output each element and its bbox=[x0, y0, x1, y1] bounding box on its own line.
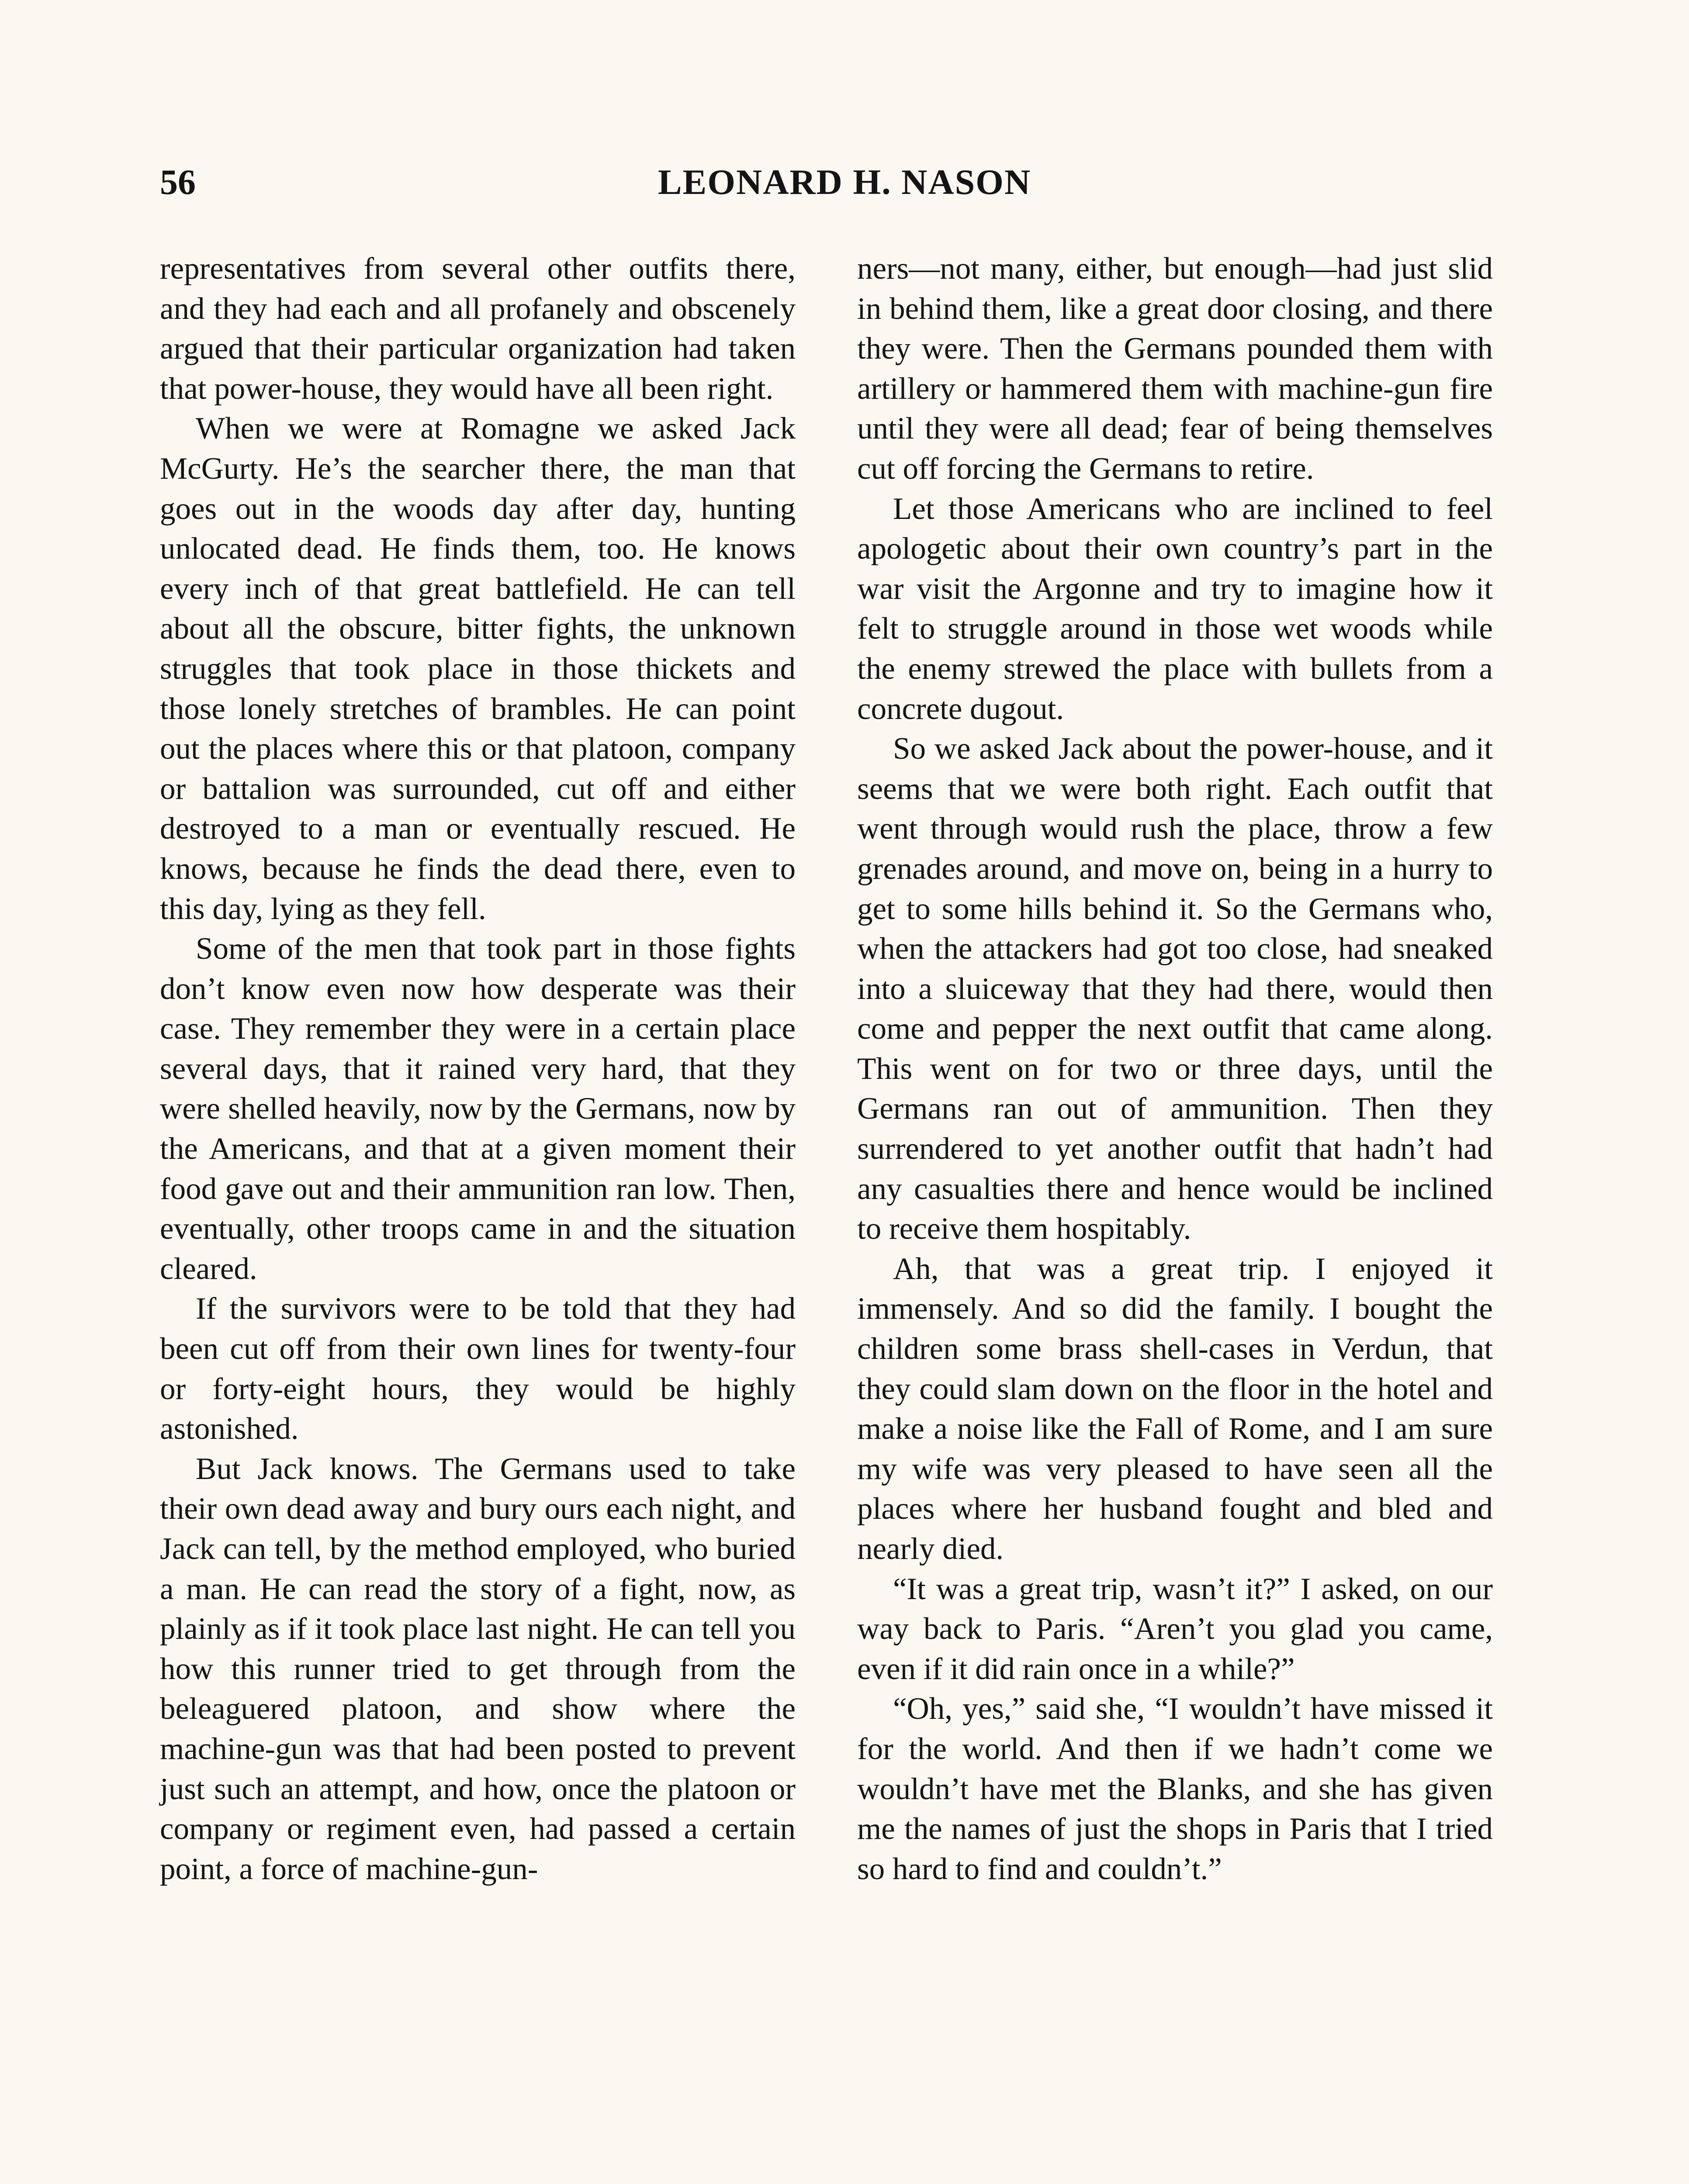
left-column bbox=[160, 249, 796, 1889]
paragraph: “It was a great trip, wasn’t it?” I asked, on our way back to Paris. “Aren’t you glad you came, even if it did rain once in a while?” bbox=[857, 1572, 1493, 1686]
paragraph: Ah, that was a great trip. I enjoyed it immensely. And so did the family. I bought the children some brass shell-cases in Verdun, that they could slam down on the floor in the hotel and make a noise like the Fall of Rome, and I am sure my wife was very pleased to have seen all the places where her husband fought and bled and nearly died. bbox=[857, 1251, 1493, 1566]
page-number: 56 bbox=[160, 162, 196, 202]
paragraph: representatives from several other outfits there, and they had each and all profanely and obscenely argued that their particular organization had taken that power-house, they would have all been right. bbox=[160, 252, 796, 406]
running-head: LEONARD H. NASON bbox=[658, 162, 1031, 202]
paragraph: But Jack knows. The Germans used to take their own dead away and bury ours each night, and Jack can tell, by the method employed, who buried a man. He can read the story of a fight, now, as plainly as if it took place last night. He can tell you how this runner tried to get through from the beleaguered platoon, and show where the machine-gun was that had been posted to prevent just such an attempt, and how, once the platoon or company or regiment even, had passed a certain point, a force of machine-gun- bbox=[160, 1451, 796, 1886]
paragraph: Some of the men that took part in those fights don’t know even now how desperate was their case. They remember they were in a certain place several days, that it rained very hard, that they were shelled heavily, now by the Germans, now by the Americans, and that at a given moment their food gave out and their ammunition ran low. Then, eventually, other troops came in and the situation cleared. bbox=[160, 932, 796, 1286]
paragraph: If the survivors were to be told that they had been cut off from their own lines for twenty-four or forty-eight hours, they would be highly astonished. bbox=[160, 1292, 796, 1446]
paragraph: When we were at Romagne we asked Jack McGurty. He’s the searcher there, the man that goes out in the woods day after day, hunting unlocated dead. He finds them, too. He knows every inch of that great battlefield. He can tell about all the obscure, bitter fights, the unknown struggles that took place in those thickets and those lonely stretches of brambles. He can point out the places where this or that platoon, company or battalion was surrounded, cut off and either destroyed to a man or eventually rescued. He knows, because he finds the dead there, even to this day, lying as they fell. bbox=[160, 411, 796, 926]
paragraph: Let those Americans who are inclined to feel apologetic about their own country’s part in the war visit the Argonne and try to imagine how it felt to struggle around in those wet woods while the enemy strewed the place with bullets from a concrete dugout. bbox=[857, 491, 1493, 726]
right-column bbox=[857, 249, 1493, 1889]
paragraph: So we asked Jack about the power-house, and it seems that we were both right. Each outfit that went through would rush the place, throw a few grenades around, and move on, being in a hurry to get to some hills behind it. So the Germans who, when the attackers had got too close, had sneaked into a sluiceway that they had there, would then come and pepper the next outfit that came along. This went on for two or three days, until the Germans ran out of ammunition. Then they surrendered to yet another outfit that hadn’t had any casualties there and hence would be inclined to receive them hospitably. bbox=[857, 732, 1493, 1246]
paragraph: ners—not many, either, but enough—had just slid in behind them, like a great door closing, and there they were. Then the Germans pounded them with artillery or hammered them with machine-gun fire until they were all dead; fear of being themselves cut off forcing the Germans to retire. bbox=[857, 252, 1493, 486]
paragraph: “Oh, yes,” said she, “I wouldn’t have missed it for the world. And then if we hadn’t come we wouldn’t have met the Blanks, and she has given me the names of just the shops in Paris that I tried so hard to find and couldn’t.” bbox=[857, 1692, 1493, 1886]
